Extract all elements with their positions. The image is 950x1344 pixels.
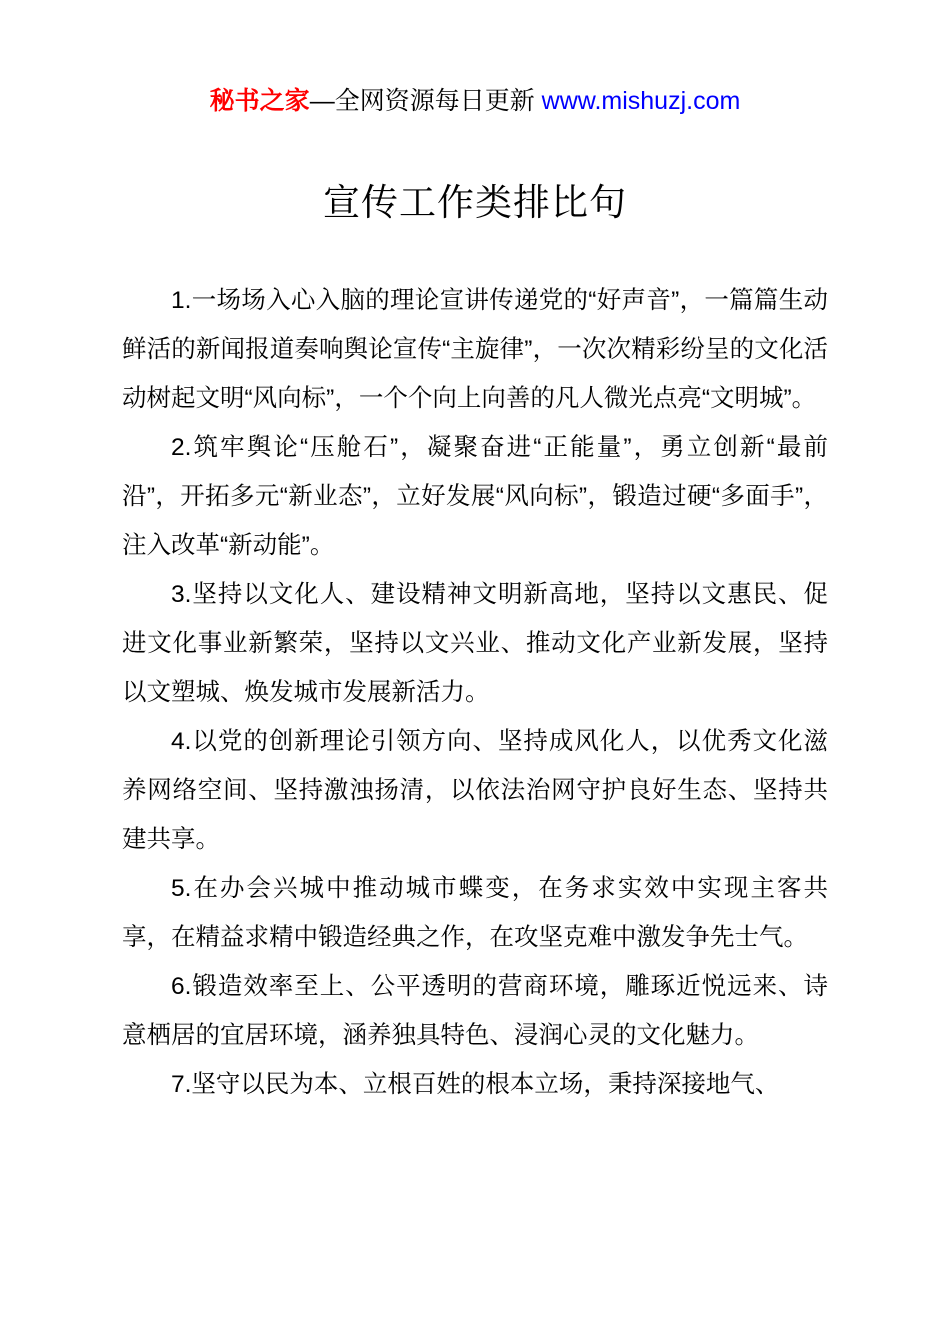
site-url-link[interactable]: www.mishuzj.com <box>541 87 741 115</box>
header-tagline: 全网资源每日更新 <box>334 87 535 115</box>
paragraph-6: 6.锻造效率至上、公平透明的营商环境，雕琢近悦远来、诗意栖居的宜居环境，涵养独具特色、浸润心灵的文化魅力。 <box>122 973 828 1049</box>
paragraph-3: 3.坚持以文化人、建设精神文明新高地，坚持以文惠民、促进文化事业新繁荣，坚持以文兴业、推动文化产业新发展，坚持以文塑城、焕发城市发展新活力。 <box>122 581 828 706</box>
paragraph-5: 5.在办会兴城中推动城市蝶变，在务求实效中实现主客共享，在精益求精中锻造经典之作，在攻坚克难中激发争先士气。 <box>122 875 828 951</box>
paragraph-2: 2.筑牢舆论“压舱石”，凝聚奋进“正能量”，勇立创新“最前沿”，开拓多元“新业态”，立好发展“风向标”，锻造过硬“多面手”，注入改革“新动能”。 <box>122 434 828 559</box>
brand-name: 秘书之家 <box>209 87 310 115</box>
document-body <box>122 276 828 1109</box>
document-title: 宣传工作类排比句 <box>323 182 627 223</box>
page-header <box>0 0 950 118</box>
header-dash: — <box>309 87 335 115</box>
paragraph-1: 1.一场场入心入脑的理论宣讲传递党的“好声音”，一篇篇生动鲜活的新闻报道奏响舆论宣传“主旋律”，一次次精彩纷呈的文化活动树起文明“风向标”，一个个向上向善的凡人微光点亮“文明城”。 <box>122 287 828 412</box>
paragraph-4: 4.以党的创新理论引领方向、坚持成风化人，以优秀文化滋养网络空间、坚持激浊扬清，以依法治网守护良好生态、坚持共建共享。 <box>122 728 828 853</box>
paragraph-7: 7.坚守以民为本、立根百姓的根本立场，秉持深接地气、 <box>171 1071 780 1098</box>
